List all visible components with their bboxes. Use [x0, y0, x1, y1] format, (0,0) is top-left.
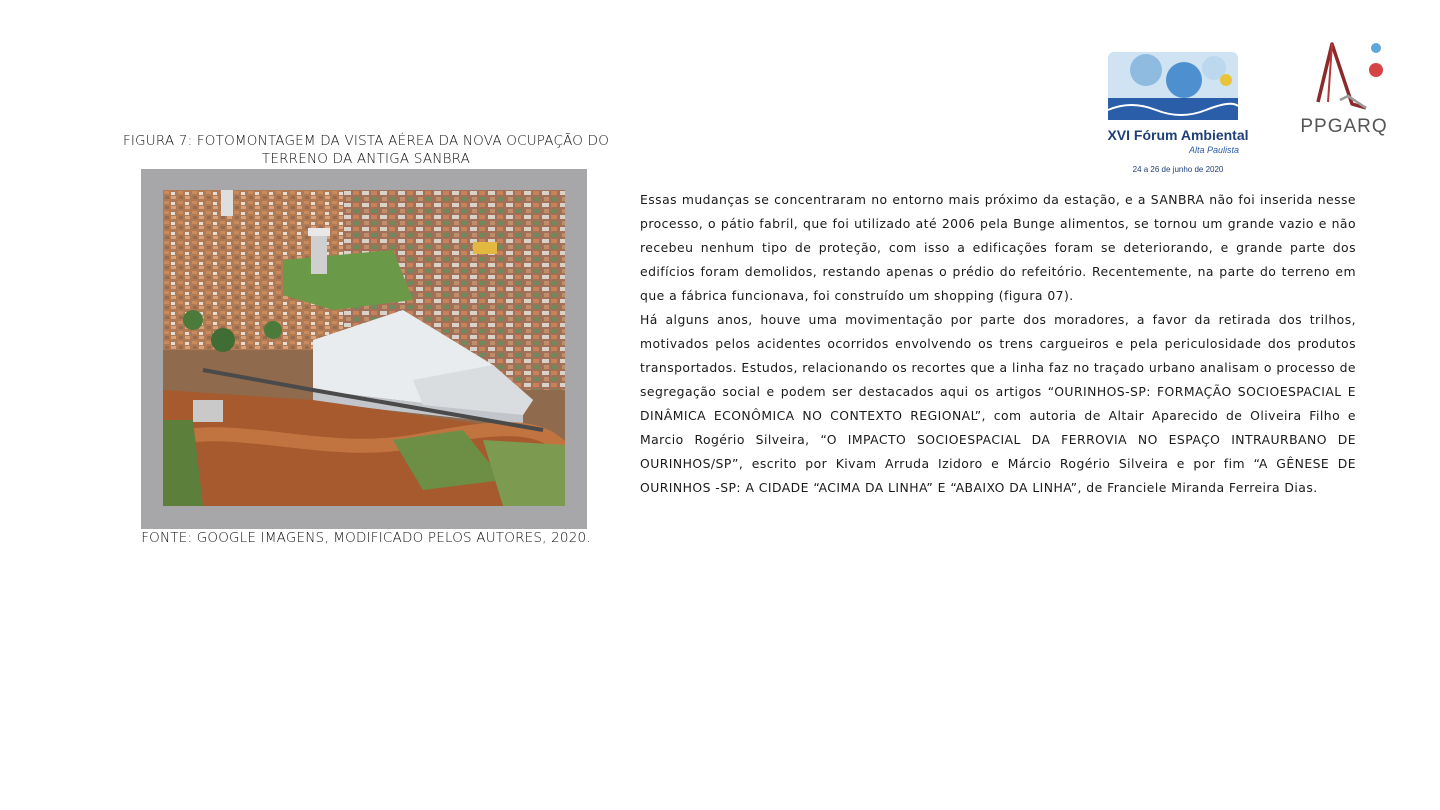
ppgarq-logo	[1296, 40, 1396, 144]
body-text	[640, 188, 1356, 500]
figure-photo-frame	[141, 169, 587, 529]
aerial-photo	[163, 190, 565, 506]
forum-logo-graphic	[1086, 40, 1270, 180]
figure-source: FONTE: GOOGLE IMAGENS, MODIFICADO PELOS AUTORES, 2020.	[141, 530, 591, 546]
aerial-view-illustration	[163, 190, 565, 506]
paragraph: Há alguns anos, houve uma movimentação por parte dos moradores, a favor da retirada dos trilhos, motivados pelos acidentes ocorridos envolvendo os trens cargueiros e pela periculosidade dos produtos transportados. Estudos, relacionando os recortes que a linha faz no traçado urbano analisam o processo de segregação social e podem ser destacados aqui os artigos “OURINHOS-SP: FORMAÇÃO SOCIOESPACIAL E DINÂMICA ECONÔMICA NO CONTEXTO REGIONAL”, com autoria de Altair Aparecido de Oliveira Filho e Marcio Rogério Silveira, “O IMPACTO SOCIOESPACIAL DA FERROVIA NO ESPAÇO INTRAURBANO DE OURINHOS/SP”, escrito por Kivam Arruda Izidoro e Márcio Rogério Silveira e por fim “A GÊNESE DE OURINHOS -SP: A CIDADE “ACIMA DA LINHA” E “ABAIXO DA LINHA”, de Franciele Miranda Ferreira Dias.	[640, 312, 1356, 495]
forum-title: XVI Fórum Ambiental	[1107, 127, 1249, 143]
forum-ambiental-logo	[1086, 40, 1270, 180]
ppgarq-logo-graphic	[1296, 40, 1396, 144]
forum-dates: 24 a 26 de junho de 2020	[1132, 165, 1224, 174]
figure-caption: FIGURA 7: FOTOMONTAGEM DA VISTA AÉREA DA NOVA OCUPAÇÃO DO TERRENO DA ANTIGA SANBRA	[122, 133, 610, 167]
paragraph: Essas mudanças se concentraram no entorno mais próximo da estação, e a SANBRA não foi inserida nesse processo, o pátio fabril, que foi utilizado até 2006 pela Bunge alimentos, se tornou um grande vazio e não recebeu nenhum tipo de proteção, com isso a edificações foram se deteriorando, e grande parte dos edifícios foram demolidos, restando apenas o prédio do refeitório. Recentemente, na parte do terreno em que a fábrica funcionava, foi construído um shopping (figura 07).	[640, 192, 1356, 303]
forum-subtitle: Alta Paulista	[1188, 145, 1240, 155]
ppgarq-label: PPGARQ	[1300, 116, 1388, 137]
